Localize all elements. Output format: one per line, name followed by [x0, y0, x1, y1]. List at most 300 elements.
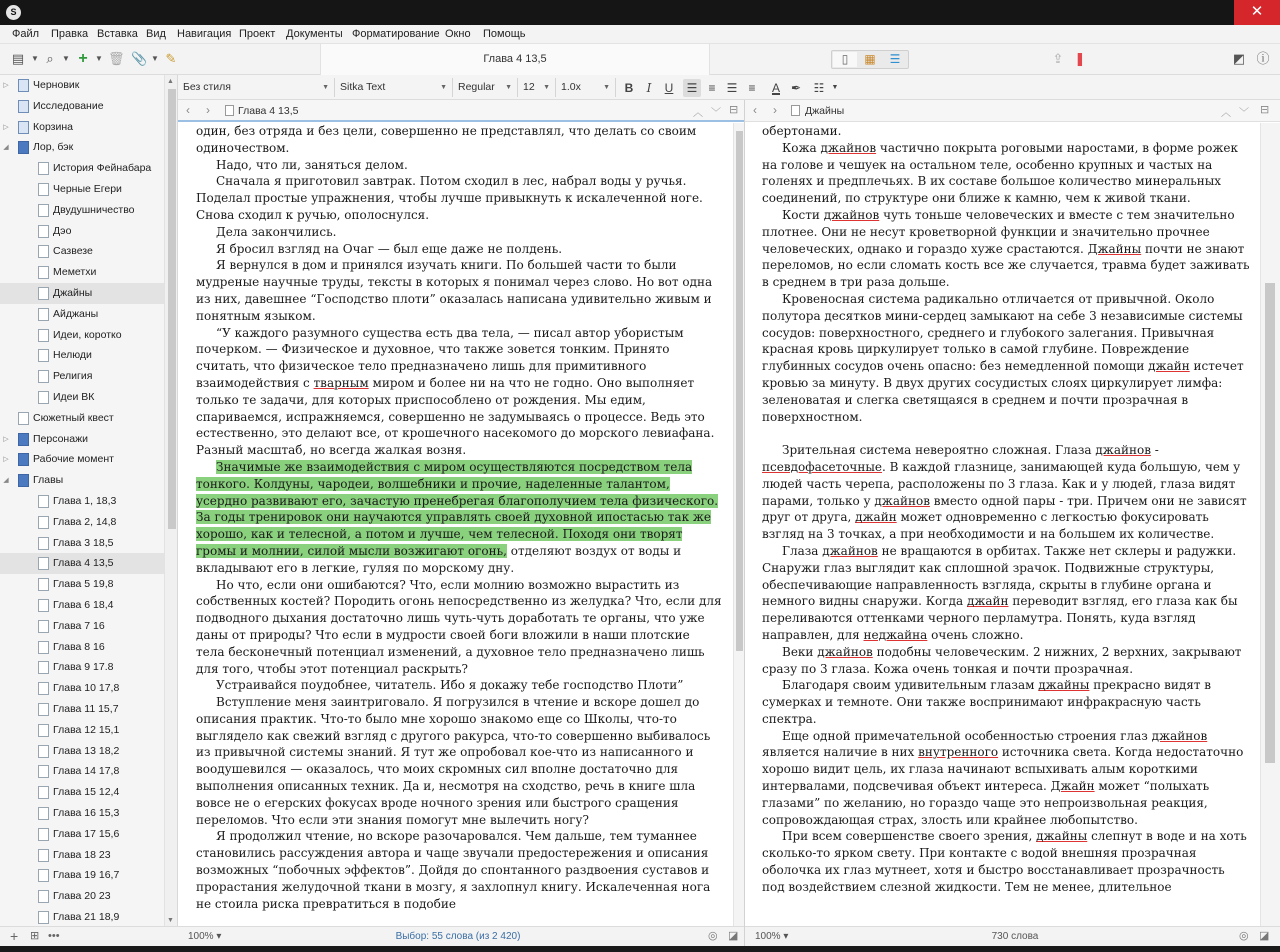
right-editor-title: Джайны — [805, 105, 845, 117]
binder-item[interactable] — [0, 449, 164, 470]
text-run: прекрасно видят в сумерках и темноте. Они также воспринимают инфракрасную часть спектра. — [762, 678, 1212, 726]
editor-view-icon[interactable]: ▯ — [833, 52, 857, 67]
binder-item[interactable] — [0, 637, 164, 658]
document-icon — [38, 765, 49, 778]
misspelled-word: джайны — [1036, 829, 1088, 844]
disclosure-closed-icon[interactable]: ▷ — [3, 82, 9, 89]
document-icon — [38, 516, 49, 529]
binder-item[interactable] — [0, 803, 164, 824]
right-scroll-thumb[interactable] — [1265, 283, 1275, 763]
text-run: - — [1150, 443, 1159, 458]
text-run: Зрительная система невероятно сложная. Глаза — [782, 443, 1096, 458]
line-spacing-value: 1.0x — [561, 81, 581, 93]
text-run: обертонами. — [762, 124, 842, 138]
binder-item-label: Айджаны — [53, 307, 99, 320]
binder-item-label: Глава 8 16 — [53, 640, 105, 653]
font-weight-value: Regular — [458, 81, 495, 93]
document-icon — [38, 703, 49, 716]
folder-icon — [18, 453, 29, 466]
binder-item[interactable] — [0, 408, 164, 429]
scroll-down-icon[interactable]: ▼ — [167, 917, 174, 924]
add-dropdown-icon[interactable]: ▼ — [95, 54, 103, 63]
binder-item[interactable] — [0, 782, 164, 803]
underline-button[interactable]: U — [664, 81, 674, 95]
document-icon — [38, 225, 49, 238]
text-run: Еще одной примечательной особенностью строения глаз — [782, 728, 1152, 743]
text-run: Но что, если они ошибаются? Что, если молнию возможно вырастить из собственных костей? Породить огонь непосредственно из желудка? Что, если для подводного дыхания достаточно лишь чуть-чуть доработать те органы, что уже даны от природы? Что если в мудрости своей боги вложили в наши плотские тела бесконечный потенциал изменений, а духовное тело предназначено лишь для того, чтобы этот потенциал раскрыть? — [196, 577, 722, 676]
menu-file[interactable]: Файл — [12, 28, 40, 40]
binder-toggle-icon[interactable]: ▤ — [11, 51, 25, 66]
text-run: Устраивайся поудобнее, читатель. Ибо я докажу тебе господство Плоти” — [216, 678, 684, 693]
document-icon — [38, 329, 49, 342]
misspelled-word: джайнов — [874, 493, 930, 508]
document-icon — [38, 620, 49, 633]
misspelled-word: джайнов — [1095, 443, 1151, 458]
binder-item[interactable] — [0, 657, 164, 678]
left-editor-scrollbar[interactable] — [733, 123, 744, 926]
close-window-button[interactable]: ✕ — [1234, 0, 1280, 25]
binder-item-label: Глава 2, 14,8 — [53, 515, 117, 528]
document-icon — [38, 745, 49, 758]
binder-item-label: Глава 20 23 — [53, 890, 111, 903]
align-center-icon[interactable]: ≡ — [708, 81, 716, 95]
binder-item-label: Глава 5 19,8 — [53, 578, 114, 591]
document-word-count: 730 слова — [991, 931, 1039, 942]
chevron-down-icon: ▼ — [505, 84, 512, 91]
document-icon — [38, 724, 49, 737]
folder-icon — [18, 433, 29, 446]
binder-item[interactable] — [0, 491, 164, 512]
document-icon — [38, 890, 49, 903]
binder-item[interactable] — [0, 241, 164, 262]
list-icon[interactable]: ☷ — [813, 81, 825, 95]
add-item-icon[interactable]: + — [78, 50, 88, 67]
folder-icon — [18, 100, 29, 113]
binder-item[interactable] — [0, 824, 164, 845]
binder-item-label: Сазвезе — [53, 245, 93, 258]
left-zoom-value: 100% — [188, 931, 214, 942]
text-run: истечет кровью за минуту. В двух других сосудистых слоях циркулирует лимфа: зеленоватая и слегка светящаяся в среднем и почти прозрачная в поверхностном. — [762, 359, 1244, 424]
forward-icon[interactable]: › — [206, 103, 210, 117]
text-run: Я продолжил чтение, но вскоре разочаровался. Чем дальше, тем туманнее становились рассуждения автора и чаще звучали предостережения и описания возможных “побочных эффектов”. Дойдя до спонтанного раздвоения суставов и прорастания желудочной ткани в мозгу, я захлопнул книгу. Искалеченная нога не стоила риска превратиться в подобие — [196, 829, 711, 911]
add-icon[interactable]: + — [10, 928, 19, 944]
menu-bar — [0, 25, 1280, 44]
binder-item-label: Лор, бэк — [33, 141, 74, 154]
text-run: источника света. Когда недостаточно хорошо видит цель, их глаза начинают вспыхивать алым короткими интервалами, подсвечивая объект интереса. — [762, 745, 1244, 794]
document-icon — [38, 786, 49, 799]
paragraph[interactable] — [762, 207, 1250, 291]
disclosure-open-icon[interactable]: ◢ — [3, 477, 9, 485]
text-run: Сначала я приготовил завтрак. Потом сходил в лес, набрал воды у ручья. Поделал простые упражнения, чтобы лучше привыкнуть к искалеченной ноге. Снова сходил к ручью, ополоснулся. — [196, 174, 703, 222]
misspelled-word: неджайна — [863, 627, 928, 642]
binder-item-label: Глава 11 15,7 — [53, 703, 119, 715]
document-icon — [38, 557, 49, 570]
paragraph[interactable] — [762, 543, 1250, 644]
left-editor-title: Глава 4 13,5 — [238, 105, 299, 117]
folder-icon — [18, 79, 29, 92]
binder-item-label: Корзина — [33, 120, 73, 133]
text-run: Кости — [782, 207, 824, 222]
binder-item[interactable] — [0, 470, 164, 491]
binder-item-label: Глава 12 15,1 — [53, 723, 120, 736]
italic-button[interactable]: I — [646, 81, 652, 95]
binder-item[interactable] — [0, 907, 164, 927]
right-editor-header — [745, 100, 1280, 122]
binder-item-label: Двудушничество — [53, 203, 135, 216]
binder-item-label: Рабочие момент — [33, 453, 114, 466]
text-run: При всем совершенстве своего зрения, — [782, 829, 1037, 844]
misspelled-word: Джайны — [1087, 241, 1142, 256]
paragraph[interactable] — [762, 140, 1250, 207]
chevron-down-icon: ▼ — [543, 84, 550, 91]
binder-item[interactable] — [0, 283, 164, 304]
paragraph[interactable] — [196, 157, 722, 174]
text-run: Я бросил взгляд на Очаг — был еще даже не полдень. — [216, 241, 563, 256]
menu-format[interactable]: Форматирование — [352, 28, 440, 40]
format-bar — [178, 75, 1280, 100]
binder-item-label: Глава 13 18,2 — [53, 744, 120, 757]
document-icon — [38, 245, 49, 258]
binder-item-label: Глава 18 23 — [53, 848, 111, 861]
misspelled-word: тварным — [313, 375, 369, 390]
text-run: Вступление меня заинтриговало. Я погрузился в чтение и вскоре дошел до описания практик. Что-то было мне хорошо знакомо еще со Школы, что-то выглядело как свежий взгляд с другого ракурса, что-то совершенно выбивалось из привычной системы знаний. Я тут же опробовал кое-что из написанного и воодушевился — оказалось, что моих скромных сил вполне достаточно для выполнения описанных техник. Да и, несмотря на сходство, речь в книге шла вовсе не о егерских фокусах вроде ночного зрения или быстрого сращения переломов. Что если эти знания помогут мне вылечить ногу? — [196, 695, 711, 827]
window-title-bar — [0, 0, 1280, 25]
binder-item[interactable] — [0, 117, 164, 138]
binder-item[interactable] — [0, 574, 164, 595]
split-icon[interactable]: ⊟ — [1260, 104, 1270, 116]
document-icon — [38, 266, 49, 279]
right-zoom-select[interactable]: 100% ▾ — [755, 931, 789, 942]
binder-item[interactable] — [0, 553, 164, 574]
document-icon — [38, 599, 49, 612]
list-dropdown-icon[interactable]: ▼ — [831, 84, 839, 91]
paragraph[interactable] — [196, 677, 722, 694]
document-icon — [38, 869, 49, 882]
binder-item-label: Джайны — [53, 287, 93, 299]
font-weight-select[interactable] — [453, 78, 518, 97]
binder-dropdown-icon[interactable]: ▼ — [31, 54, 39, 63]
outliner-view-icon[interactable]: ☰ — [889, 52, 901, 66]
document-icon — [38, 578, 49, 591]
disclosure-open-icon[interactable]: ◢ — [3, 144, 9, 152]
binder-item[interactable] — [0, 595, 164, 616]
add-folder-icon[interactable]: ⊞ — [30, 930, 40, 942]
paragraph[interactable] — [196, 577, 722, 678]
binder-item-label: Глава 16 15,3 — [53, 807, 120, 819]
document-icon — [38, 828, 49, 841]
misspelled-word: псевдофасеточные — [762, 459, 883, 474]
binder-item-label: Черновик — [33, 79, 80, 91]
binder-item-label: Дэо — [53, 224, 72, 237]
binder-item[interactable] — [0, 845, 164, 866]
text-run: является наличие в них — [762, 745, 919, 760]
bold-button[interactable]: B — [624, 81, 634, 95]
misspelled-word: джайнов — [823, 207, 880, 222]
right-zoom-value: 100% — [755, 931, 781, 942]
attachment-dropdown-icon[interactable]: ▼ — [151, 54, 159, 63]
paragraph[interactable] — [196, 123, 722, 157]
binder-item[interactable] — [0, 345, 164, 366]
document-icon — [38, 391, 49, 404]
next-doc-icon[interactable]: ﹀ — [1239, 108, 1249, 119]
binder-item[interactable] — [0, 366, 164, 387]
comment-icon[interactable]: ◪ — [728, 930, 739, 942]
binder-item[interactable] — [0, 262, 164, 283]
document-icon — [791, 105, 800, 116]
right-editor-text[interactable] — [762, 123, 1250, 896]
disclosure-closed-icon[interactable]: ▷ — [3, 123, 9, 131]
binder-item-label: Меметхи — [53, 266, 97, 279]
chevron-down-icon: ▼ — [440, 84, 447, 91]
binder-item[interactable] — [0, 720, 164, 741]
scrivener-logo-icon: S — [6, 5, 21, 20]
back-icon[interactable]: ‹ — [186, 103, 190, 117]
text-run: Благодаря своим удивительным глазам — [782, 678, 1039, 693]
paragraph[interactable] — [196, 241, 722, 258]
search-icon[interactable]: ⌕ — [46, 51, 54, 66]
document-icon — [18, 412, 29, 425]
document-icon — [38, 911, 49, 924]
paragraph[interactable] — [196, 694, 722, 828]
document-icon — [38, 183, 49, 196]
right-editor-footer — [745, 926, 1280, 946]
menu-insert[interactable]: Вставка — [97, 28, 138, 40]
misspelled-word: внутренного — [918, 745, 999, 760]
attachment-icon[interactable]: 📎 — [131, 51, 148, 66]
trash-icon — [18, 121, 29, 134]
binder-item[interactable] — [0, 304, 164, 325]
left-scroll-thumb[interactable] — [736, 131, 743, 651]
paragraph[interactable] — [762, 677, 1250, 727]
font-family-value: Sitka Text — [340, 81, 386, 93]
right-editor-scrollbar[interactable] — [1260, 123, 1280, 926]
binder-item[interactable] — [0, 678, 164, 699]
binder-item-label: Глава 19 16,7 — [53, 869, 120, 882]
menu-help[interactable]: Помощь — [483, 28, 526, 40]
paragraph[interactable] — [196, 224, 722, 241]
binder-item[interactable] — [0, 886, 164, 907]
binder-item-label: Глава 4 13,5 — [53, 557, 114, 570]
binder-item-label: Глава 6 18,4 — [53, 599, 114, 611]
comment-icon[interactable]: ◪ — [1259, 930, 1270, 942]
misspelled-word: Джайн — [1050, 779, 1095, 794]
document-icon — [225, 105, 234, 116]
document-icon — [38, 641, 49, 654]
document-icon — [38, 682, 49, 695]
misspelled-word: джайн — [1148, 359, 1190, 374]
left-editor[interactable] — [178, 123, 734, 926]
text-run: Кожа — [782, 140, 821, 155]
binder-item[interactable] — [0, 865, 164, 886]
highlight-icon[interactable]: ✒ — [790, 81, 802, 95]
document-icon — [38, 370, 49, 383]
binder-item[interactable] — [0, 387, 164, 408]
chevron-down-icon: ▼ — [603, 84, 610, 91]
document-icon — [38, 204, 49, 217]
menu-navigation[interactable]: Навигация — [177, 28, 232, 40]
line-spacing-select[interactable] — [556, 78, 616, 97]
text-run: отделяют воздух от воды и вкладывают его в легкие, гуляя по морскому дну. — [196, 543, 682, 575]
folder-icon — [18, 474, 29, 487]
text-run: очень сложно. — [927, 627, 1024, 642]
document-icon — [38, 287, 49, 300]
share-icon[interactable]: ⇪ — [1052, 51, 1064, 66]
binder-item[interactable] — [0, 533, 164, 554]
scroll-up-icon[interactable]: ▲ — [167, 78, 174, 85]
binder-item-label: Персонажи — [33, 432, 88, 445]
document-icon — [38, 349, 49, 362]
paragraph[interactable] — [762, 728, 1250, 829]
text-color-icon[interactable]: A — [771, 81, 780, 95]
font-family-select[interactable] — [335, 78, 453, 97]
binder-item-label: Сюжетный квест — [33, 411, 114, 424]
text-run: Глаза — [782, 543, 823, 558]
binder-item-label: Религия — [53, 370, 93, 383]
text-run: подобны человеческим. 2 нижних, 2 верхних, закрывают сразу по 3 глаза. Кожа очень тонкая и почти прозрачная. — [762, 644, 1242, 676]
binder-item-label: Главы — [33, 474, 64, 487]
trash-icon[interactable]: 🗑 — [108, 51, 125, 66]
align-justify-icon[interactable]: ☰ — [726, 81, 738, 95]
main-toolbar — [0, 44, 1280, 75]
binder-item-label: Глава 17 15,6 — [53, 827, 120, 840]
align-right-icon[interactable]: ≡ — [748, 81, 756, 95]
text-run: Веки — [782, 644, 818, 659]
left-zoom-select[interactable]: 100% ▾ — [188, 931, 222, 942]
previous-doc-icon[interactable]: ︿ — [1221, 108, 1231, 119]
binder-panel — [0, 75, 178, 927]
menu-edit[interactable]: Правка — [51, 28, 89, 40]
paragraph[interactable] — [196, 459, 722, 577]
taskbar-edge — [0, 946, 1280, 952]
misspelled-word: джайны — [1038, 678, 1090, 693]
paragraph[interactable] — [762, 291, 1250, 425]
text-run: миром и более ни на что не годно. Оно выполняет только те задачи, для которых приспособлено от рождения. Мы едим, спариваемся, испражняемся, совершенно не задумываясь о процессе. Ведь это естественно, это делают все, от крошечного насекомого до морского левиафана. Разный масштаб, но всегда жалкая возня. — [196, 375, 715, 458]
binder-item[interactable] — [0, 761, 164, 782]
inspector-icon[interactable]: ◩ — [1232, 51, 1246, 66]
paragraph[interactable] — [196, 828, 722, 912]
binder-item-label: Исследование — [33, 99, 104, 112]
document-icon — [38, 495, 49, 508]
target-icon[interactable]: ◎ — [1239, 930, 1249, 942]
misspelled-word: джайн — [966, 594, 1009, 609]
binder-item-label: Идеи, коротко — [53, 328, 122, 341]
binder-item[interactable] — [0, 429, 164, 450]
disclosure-closed-icon[interactable]: ▷ — [3, 435, 9, 443]
paragraph-style-select[interactable] — [178, 78, 335, 97]
binder-item-label: Глава 15 12,4 — [53, 786, 120, 799]
binder-item[interactable] — [0, 137, 164, 158]
bookmark-icon[interactable]: ❚ — [1074, 51, 1086, 66]
binder-item[interactable] — [0, 96, 164, 117]
search-dropdown-icon[interactable]: ▼ — [62, 54, 70, 63]
text-run: частично покрыта роговыми наростами, в форме рожек на голове и чешуек на остальном теле, особенно крупных и частых на голенях и предплечьях. В их составе большое количество минеральных соединений, по структуре они ближе к камню, чем к живой ткани. — [762, 140, 1238, 206]
document-icon — [38, 162, 49, 175]
binder-item-label: Нелюди — [53, 349, 92, 362]
binder-item[interactable] — [0, 325, 164, 346]
view-mode-selector — [831, 50, 909, 69]
more-options-icon[interactable]: ••• — [48, 930, 60, 942]
left-editor-footer — [178, 926, 744, 946]
menu-view[interactable]: Вид — [146, 28, 166, 40]
text-run: слепнут в воде и на хоть сколько-то ярком свету. При контакте с водой внешняя прозрачная оболочка их глаз мутнеет, хотя и быстро восстанавливает прозрачность под воздействием слезной жидкости. Тем не менее, длительное — [762, 829, 1247, 894]
corkboard-view-icon[interactable]: ▦ — [864, 52, 876, 66]
binder-item-label: Глава 7 16 — [53, 619, 105, 632]
paragraph[interactable] — [762, 442, 1250, 543]
binder-item[interactable] — [0, 200, 164, 221]
document-icon — [38, 661, 49, 674]
left-editor-text[interactable] — [196, 123, 722, 912]
font-size-select[interactable] — [518, 78, 556, 97]
menu-documents[interactable]: Документы — [286, 28, 343, 40]
binder-scroll-thumb[interactable] — [168, 89, 176, 529]
split-icon[interactable]: ⊟ — [729, 104, 739, 116]
binder-item-label: Глава 21 18,9 — [53, 911, 120, 923]
disclosure-closed-icon[interactable]: ▷ — [3, 456, 9, 464]
menu-window[interactable]: Окно — [445, 28, 471, 40]
text-run: Я вернулся в дом и принялся изучать книги. По большей части то были мудреные научные труды, тексты в которых я понимал через слово. Но вот одна из них, давешнее “Господство плоти” оказалась написана удивительно живым и понятным языком. — [196, 258, 713, 323]
binder-item[interactable] — [0, 179, 164, 200]
binder-item[interactable] — [0, 741, 164, 762]
paragraph[interactable] — [196, 257, 722, 324]
font-size-value: 12 — [523, 81, 535, 93]
misspelled-word: джайнов — [1151, 728, 1208, 743]
binder-item[interactable] — [0, 75, 164, 96]
target-icon[interactable]: ◎ — [708, 930, 718, 942]
binder-scrollbar[interactable] — [164, 75, 178, 927]
binder-item[interactable] — [0, 158, 164, 179]
paragraph[interactable] — [762, 123, 1250, 140]
quick-reference-icon[interactable]: ⓘ — [1256, 51, 1270, 66]
binder-item[interactable] — [0, 616, 164, 637]
text-run: Дела закончились. — [216, 224, 337, 239]
paragraph[interactable] — [196, 325, 722, 459]
binder-item-label: Глава 10 17,8 — [53, 682, 120, 695]
menu-project[interactable]: Проект — [239, 28, 276, 40]
compose-icon[interactable]: ✎ — [165, 51, 177, 66]
text-run: может одновременно с легкостью фокусировать взгляд на 3 точках, а при необходимости и на большем их количестве. — [762, 510, 1215, 542]
align-left-icon[interactable]: ☰ — [683, 79, 701, 97]
folder-icon — [18, 141, 29, 154]
right-editor[interactable] — [745, 123, 1260, 926]
text-run: переводит взгляд, его глаза как бы переливаются оттенками черного перламутра. Понять, куда взгляд направлен, для — [762, 594, 1238, 642]
paragraph[interactable] — [762, 644, 1250, 678]
previous-doc-icon[interactable]: ︿ — [693, 108, 703, 119]
misspelled-word: джайн — [855, 510, 897, 525]
chevron-down-icon: ▼ — [322, 84, 329, 91]
binder-item[interactable] — [0, 221, 164, 242]
paragraph[interactable] — [196, 173, 722, 223]
binder-item-label: Глава 1, 18,3 — [53, 495, 117, 507]
text-run: Кровеносная система радикально отличается от привычной. Около полутора десятков мини-сердец замыкают на себе 3 независимые системы сосудов: поверхностного, среднего и глубокого залегания. Привычная красная кровь циркулирует только в самой глубине. Повреждение глубинных сосудов очень опасно: без немедленной помощи — [762, 291, 1243, 374]
binder-item[interactable] — [0, 512, 164, 533]
misspelled-word: джайнов — [822, 543, 878, 558]
forward-icon[interactable]: › — [773, 103, 777, 117]
text-run: вместо одной пары - три. Причем они не зависят друг от друга, — [762, 493, 1247, 525]
misspelled-word: джайнов — [817, 644, 873, 659]
next-doc-icon[interactable]: ﹀ — [711, 108, 721, 119]
binder-item-label: История Фейнабара — [53, 162, 152, 175]
paragraph[interactable] — [762, 828, 1250, 895]
binder-item-label: Черные Егери — [53, 183, 122, 195]
text-run: “У каждого разумного существа есть два тела, — писал автор убористым почерком. — Физическое и духовное, что также зовется тонким. Принято считать, что физическое тело предназначено лишь для примитивного взаимодействия с — [196, 325, 684, 390]
binder-item-label: Идеи ВК — [53, 391, 95, 403]
toolbar-document-title: Глава 4 13,5 — [320, 44, 710, 75]
binder-footer — [0, 926, 178, 946]
text-run: Надо, что ли, заняться делом. — [216, 157, 408, 172]
binder-item[interactable] — [0, 699, 164, 720]
selected-text: Значимые же взаимодействия с миром осуществляются посредством тела тонкого. Колдуны, чародеи, волшебники и прочие, наделенные талантом, усердно развивают его, зачастую пренебрегая благополучием тела физического. За годы тренировок они научаются управлять своей духовной ипостасью так же хорошо, как и телесной, а потом и лучше, чем телесной. Походя они творят громы и молнии, силой мысли возжигают огонь, — [196, 459, 719, 558]
back-icon[interactable]: ‹ — [753, 103, 757, 117]
